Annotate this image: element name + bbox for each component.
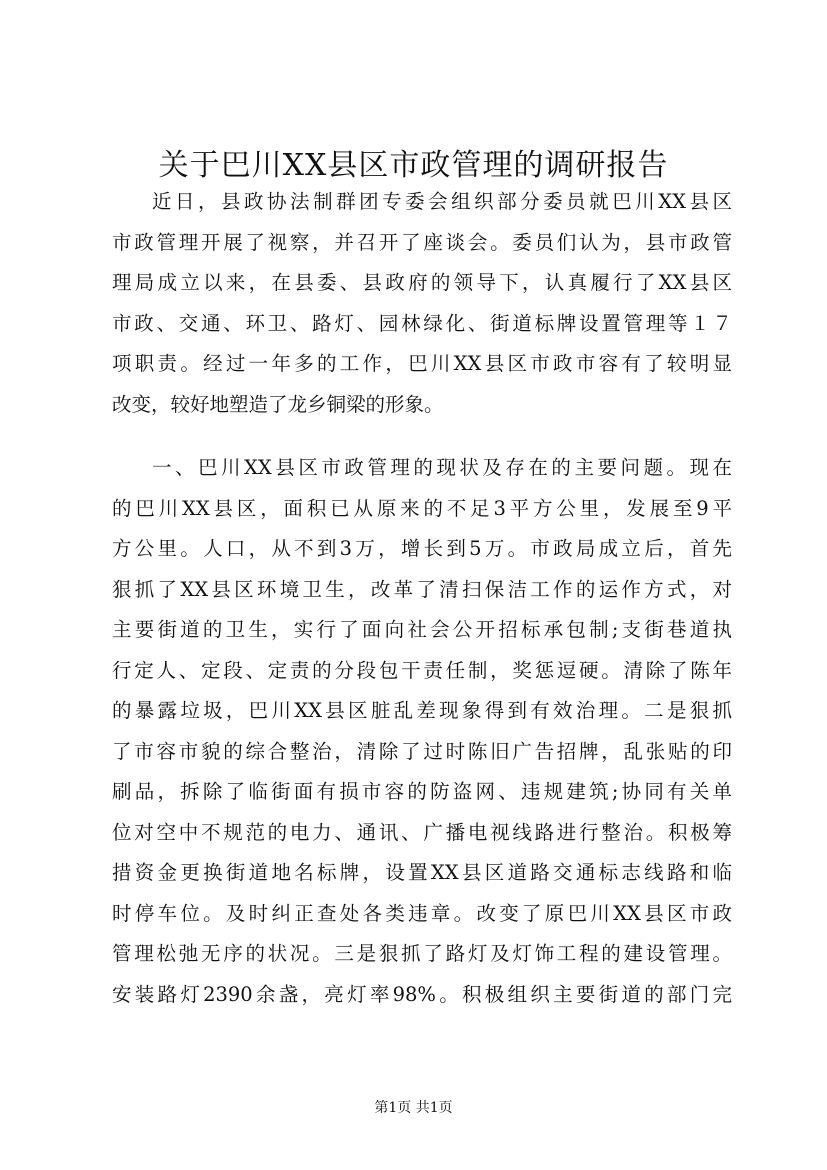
text-line: 位对空中不规范的电力、通讯、广播电视线路进行整治。积极筹 — [112, 820, 732, 844]
text-line: 管理松弛无序的状况。三是狠抓了路灯及灯饰工程的建设管理。 — [112, 942, 732, 965]
text-line: 的巴川XX县区，面积已从原来的不足3平方公里，发展至9平 — [112, 496, 732, 520]
text-line: 的暴露垃圾，巴川XX县区脏乱差现象得到有效治理。二是狠抓 — [112, 699, 732, 722]
page-footer: 第1页 共1页 — [374, 1100, 453, 1116]
text-line: 项职责。经过一年多的工作，巴川XX县区市政市容有了较明显 — [112, 352, 732, 375]
text-line: 刷品，拆除了临街面有损市容的防盗网、违规建筑;协同有关单 — [112, 780, 732, 803]
text-line: 时停车位。及时纠正查处各类违章。改变了原巴川XX县区市政 — [112, 901, 732, 925]
paragraph-2 — [112, 448, 732, 1015]
text-line: 改变，较好地塑造了龙乡铜梁的形象。 — [112, 392, 444, 416]
text-line: 一、巴川XX县区市政管理的现状及存在的主要问题。现在 — [152, 456, 732, 479]
text-line: 市政、交通、环卫、路灯、园林绿化、街道标牌设置管理等１７ — [112, 311, 732, 335]
text-line: 措资金更换街道地名标牌，设置XX县区道路交通标志线路和临 — [112, 861, 732, 884]
document-body — [112, 182, 732, 1015]
text-line: 方公里。人口，从不到3万，增长到5万。市政局成立后，首先 — [112, 537, 732, 560]
paragraph-1 — [112, 182, 732, 425]
document-title: 关于巴川XX县区市政管理的调研报告 — [158, 148, 669, 183]
text-line: 主要街道的卫生，实行了面向社会公开招标承包制;支街巷道执 — [112, 618, 732, 641]
text-line: 近日，县政协法制群团专委会组织部分委员就巴川XX县区 — [152, 190, 732, 213]
text-line: 狠抓了XX县区环境卫生，改革了清扫保洁工作的运作方式，对 — [112, 577, 732, 601]
text-line: 理局成立以来，在县委、县政府的领导下，认真履行了XX县区 — [112, 271, 732, 294]
paragraph-spacer — [112, 425, 732, 448]
text-line: 市政管理开展了视察，并召开了座谈会。委员们认为，县市政管 — [112, 230, 732, 254]
text-line: 了市容市貌的综合整治，清除了过时陈旧广告招牌，乱张贴的印 — [112, 739, 732, 763]
text-line: 安装路灯2390余盏，亮灯率98%。积极组织主要街道的部门完 — [112, 982, 732, 1006]
text-line: 行定人、定段、定责的分段包干责任制，奖惩逗硬。清除了陈年 — [112, 658, 732, 682]
